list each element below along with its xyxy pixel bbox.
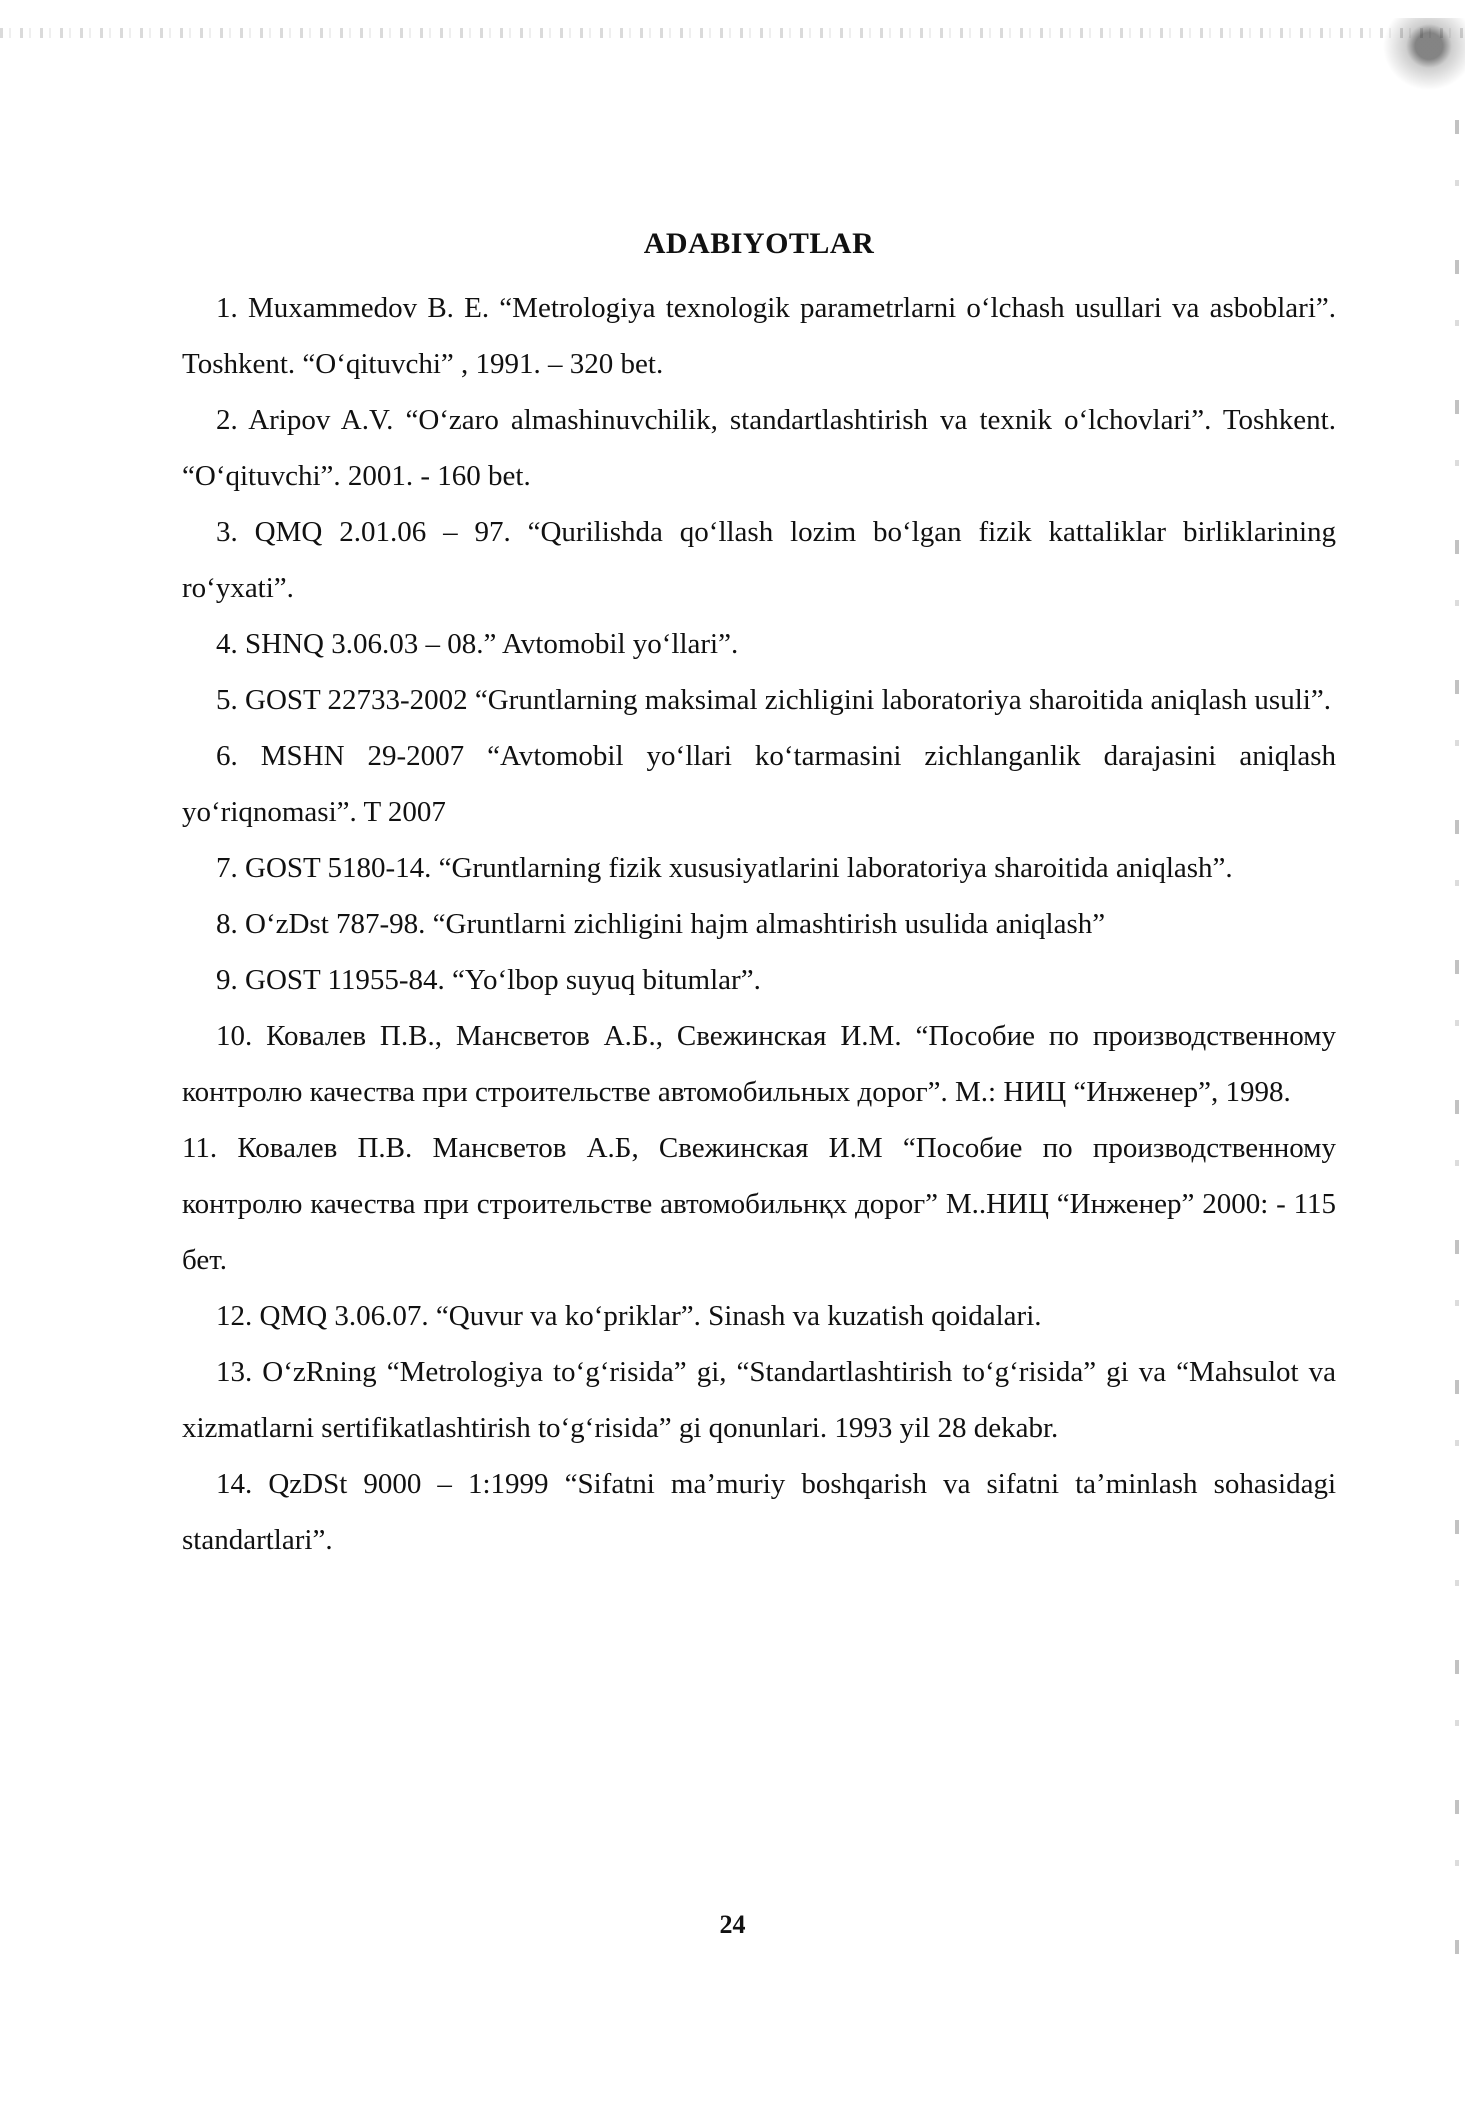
reference-text: SHNQ 3.06.03 – 08.” Avtomobil yo‘llari”. (245, 628, 739, 660)
reference-text: QzDSt 9000 – 1:1999 “Sifatni ma’muriy boshqarish va sifatni ta’minlash sohasidagi standartlari”. (182, 1468, 1336, 1556)
reference-text: Ковалев П.В., Мансветов А.Б., Свежинская И.М. “Пособие по производственному контролю качества при строительстве автомобильных дорог”. М.: НИЦ “Инженер”, 1998. (182, 1020, 1337, 1108)
reference-text: QMQ 2.01.06 – 97. “Qurilishda qo‘llash lozim bo‘lgan fizik kattaliklar birliklarining ro‘yxati”. (182, 516, 1336, 604)
reference-item (182, 504, 1336, 616)
reference-item (182, 1288, 1336, 1344)
reference-number: 7. (216, 852, 238, 884)
reference-item (182, 840, 1336, 896)
reference-text: Muxammedov B. E. “Metrologiya texnologik parametrlarni o‘lchash usullari va asboblari”. Toshkent. “O‘qituvchi” , 1991. – 320 bet. (182, 292, 1337, 380)
reference-number: 13. (216, 1356, 253, 1388)
reference-number: 11. (182, 1132, 218, 1164)
reference-text: GOST 11955-84. “Yo‘lbop suyuq bitumlar”. (245, 964, 761, 996)
reference-number: 4. (216, 628, 238, 660)
scan-edge-artifact-right (1455, 120, 1459, 1970)
document-page (182, 222, 1336, 1568)
reference-number: 3. (216, 516, 238, 548)
reference-number: 8. (216, 908, 238, 940)
scan-corner-artifact (1375, 18, 1465, 98)
reference-number: 1. (216, 292, 238, 324)
reference-item (182, 896, 1336, 952)
reference-item (182, 280, 1336, 392)
reference-text: O‘zDst 787-98. “Gruntlarni zichligini hajm almashtirish usulida aniqlash” (245, 908, 1106, 940)
reference-item (182, 1008, 1336, 1120)
reference-item (182, 1344, 1336, 1456)
reference-text: Ковалев П.В. Мансветов А.Б, Свежинская И.М “Пособие по производственному контролю качества при строительстве автомобильнқх дорог” М..НИЦ “Инженер” 2000: - 115 бет. (182, 1132, 1337, 1276)
reference-number: 2. (216, 404, 238, 436)
reference-number: 6. (216, 740, 238, 772)
reference-number: 9. (216, 964, 238, 996)
reference-text: Aripov A.V. “O‘zaro almashinuvchilik, standartlashtirish va texnik o‘lchovlari”. Toshkent. “O‘qituvchi”. 2001. - 160 bet. (182, 404, 1336, 492)
reference-item (182, 728, 1336, 840)
reference-item (182, 672, 1336, 728)
reference-number: 10. (216, 1020, 253, 1052)
reference-list (182, 280, 1336, 1568)
reference-number: 5. (216, 684, 238, 716)
reference-text: O‘zRning “Metrologiya to‘g‘risida” gi, “Standartlashtirish to‘g‘risida” gi va “Mahsulot va xizmatlarni sertifikatlashtirish to‘g‘risida” gi qonunlari. 1993 yil 28 dekabr. (182, 1356, 1337, 1444)
reference-item (182, 392, 1336, 504)
page-number: 24 (719, 1910, 746, 1939)
scan-edge-artifact-top (0, 28, 1465, 38)
page-title: ADABIYOTLAR (643, 227, 875, 260)
reference-text: MSHN 29-2007 “Avtomobil yo‘llari ko‘tarmasini zichlanganlik darajasini aniqlash yo‘riqnomasi”. T 2007 (182, 740, 1336, 828)
reference-text: QMQ 3.06.07. “Quvur va ko‘priklar”. Sinash va kuzatish qoidalari. (259, 1300, 1042, 1332)
reference-text: GOST 5180-14. “Gruntlarning fizik xususiyatlarini laboratoriya sharoitida aniqlash”. (245, 852, 1233, 884)
reference-text: GOST 22733-2002 “Gruntlarning maksimal zichligini laboratoriya sharoitida aniqlash usuli”. (245, 684, 1331, 716)
reference-item (182, 952, 1336, 1008)
reference-number: 12. (216, 1300, 253, 1332)
reference-item (182, 616, 1336, 672)
reference-item (182, 1120, 1336, 1288)
reference-number: 14. (216, 1468, 253, 1500)
reference-item (182, 1456, 1336, 1568)
